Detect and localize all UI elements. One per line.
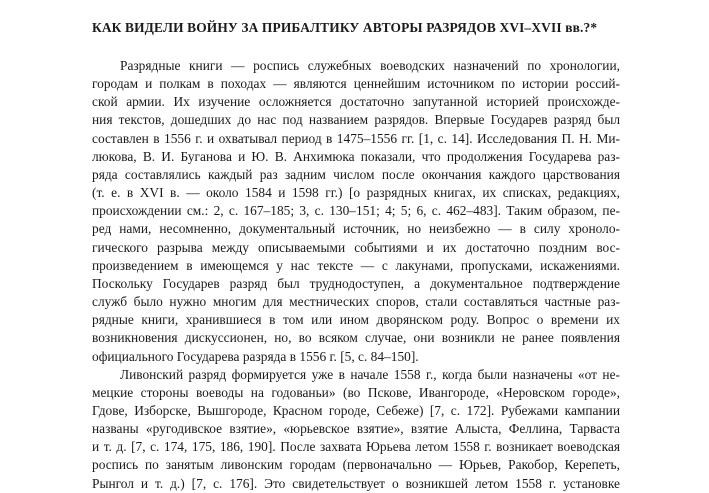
text-line: и т. д. [7, с. 174, 175, 186, 190]. После захвата Юрьева летом 1558 г. возникает воеводская bbox=[92, 439, 620, 455]
paragraph-2 bbox=[92, 366, 620, 493]
text-line: ряда составлялись каждый раз задним числом после окончания каждого царствования bbox=[92, 166, 620, 182]
article-page bbox=[92, 0, 620, 493]
text-line: Разрядные книги — роспись служебных воеводских назначений по хронологии, bbox=[120, 58, 620, 73]
text-line: люкова, В. И. Буганова и Ю. В. Анхимюка показали, что продолжения Государева раз- bbox=[92, 148, 620, 164]
text-line: ред нами, несомненно, документальный источник, но неизбежно — в силу хроноло- bbox=[92, 221, 620, 237]
text-line: мецкие стороны воеводы на годованьи» (во Пскове, Ивангороде, «Неровском городе», bbox=[92, 384, 620, 400]
text-line: Ливонский разряд формируется уже в начале 1558 г., когда были назначены «от не- bbox=[120, 366, 620, 382]
text-line: Поскольку Государев разряд был труднодоступен, а документальное подтверждение bbox=[92, 275, 620, 291]
text-line: рядные книги, хранившиеся в том или ином дворянском роду. Вопрос о времени их bbox=[92, 312, 620, 328]
text-line: Гдове, Изборске, Вышгороде, Красном городе, Себеже) [7, с. 172]. Рубежами кампании bbox=[92, 402, 620, 418]
text-line: роспись по занятым ливонским городам (первоначально — Юрьев, Ракобор, Керепеть, bbox=[92, 457, 620, 473]
text-line: официального Государева разряда в 1556 г. [5, с. 84–150]. bbox=[92, 348, 419, 364]
text-line: гического разрыва между описываемыми событиями и их достаточно поздним вос- bbox=[92, 239, 620, 255]
text-line: названы «ругодивское взятие», «юрьевское взятие», взятие Алыста, Феллина, Тарваста bbox=[92, 421, 620, 437]
article-title: КАК ВИДЕЛИ ВОЙНУ ЗА ПРИБАЛТИКУ АВТОРЫ РАЗРЯДОВ XVI–XVII вв.?* bbox=[92, 20, 598, 35]
paragraph-1 bbox=[92, 57, 620, 366]
text-line: служб было нужно многим для местнических споров, стали составляться частные раз- bbox=[92, 294, 620, 310]
text-line: городам и полкам в походах — являются ценнейшим источником по истории россий- bbox=[92, 76, 620, 92]
text-line: Рынгол и т. д.) [7, с. 176]. Это свидетельствует о возникшей летом 1558 г. установке bbox=[92, 475, 620, 491]
text-line: ния текстов, дошедших до нас под названием разрядов. Впервые Государев разряд был bbox=[92, 112, 620, 128]
text-line: возникновения дискуссионен, но, во всяком случае, они возникли не ранее появления bbox=[92, 330, 620, 346]
text-line: (т. е. в XVI в. — около 1584 и 1598 гг.) [о разрядных книгах, их списках, редакциях, bbox=[92, 185, 620, 201]
text-line: ской армии. Их изучение осложняется достаточно запутанной историей происхожде- bbox=[92, 94, 620, 110]
text-line: составлен в 1556 г. и охватывал период в 1475–1556 гг. [1, с. 14]. Исследования П. Н. Ми- bbox=[92, 130, 620, 146]
text-line: произведением в имеющемся у нас тексте — с лакунами, пропусками, искажениями. bbox=[92, 257, 620, 273]
text-line: происхождении см.: 2, с. 167–185; 3, с. 130–151; 4; 5; 6, с. 462–483]. Таким образом, пе- bbox=[92, 203, 620, 219]
